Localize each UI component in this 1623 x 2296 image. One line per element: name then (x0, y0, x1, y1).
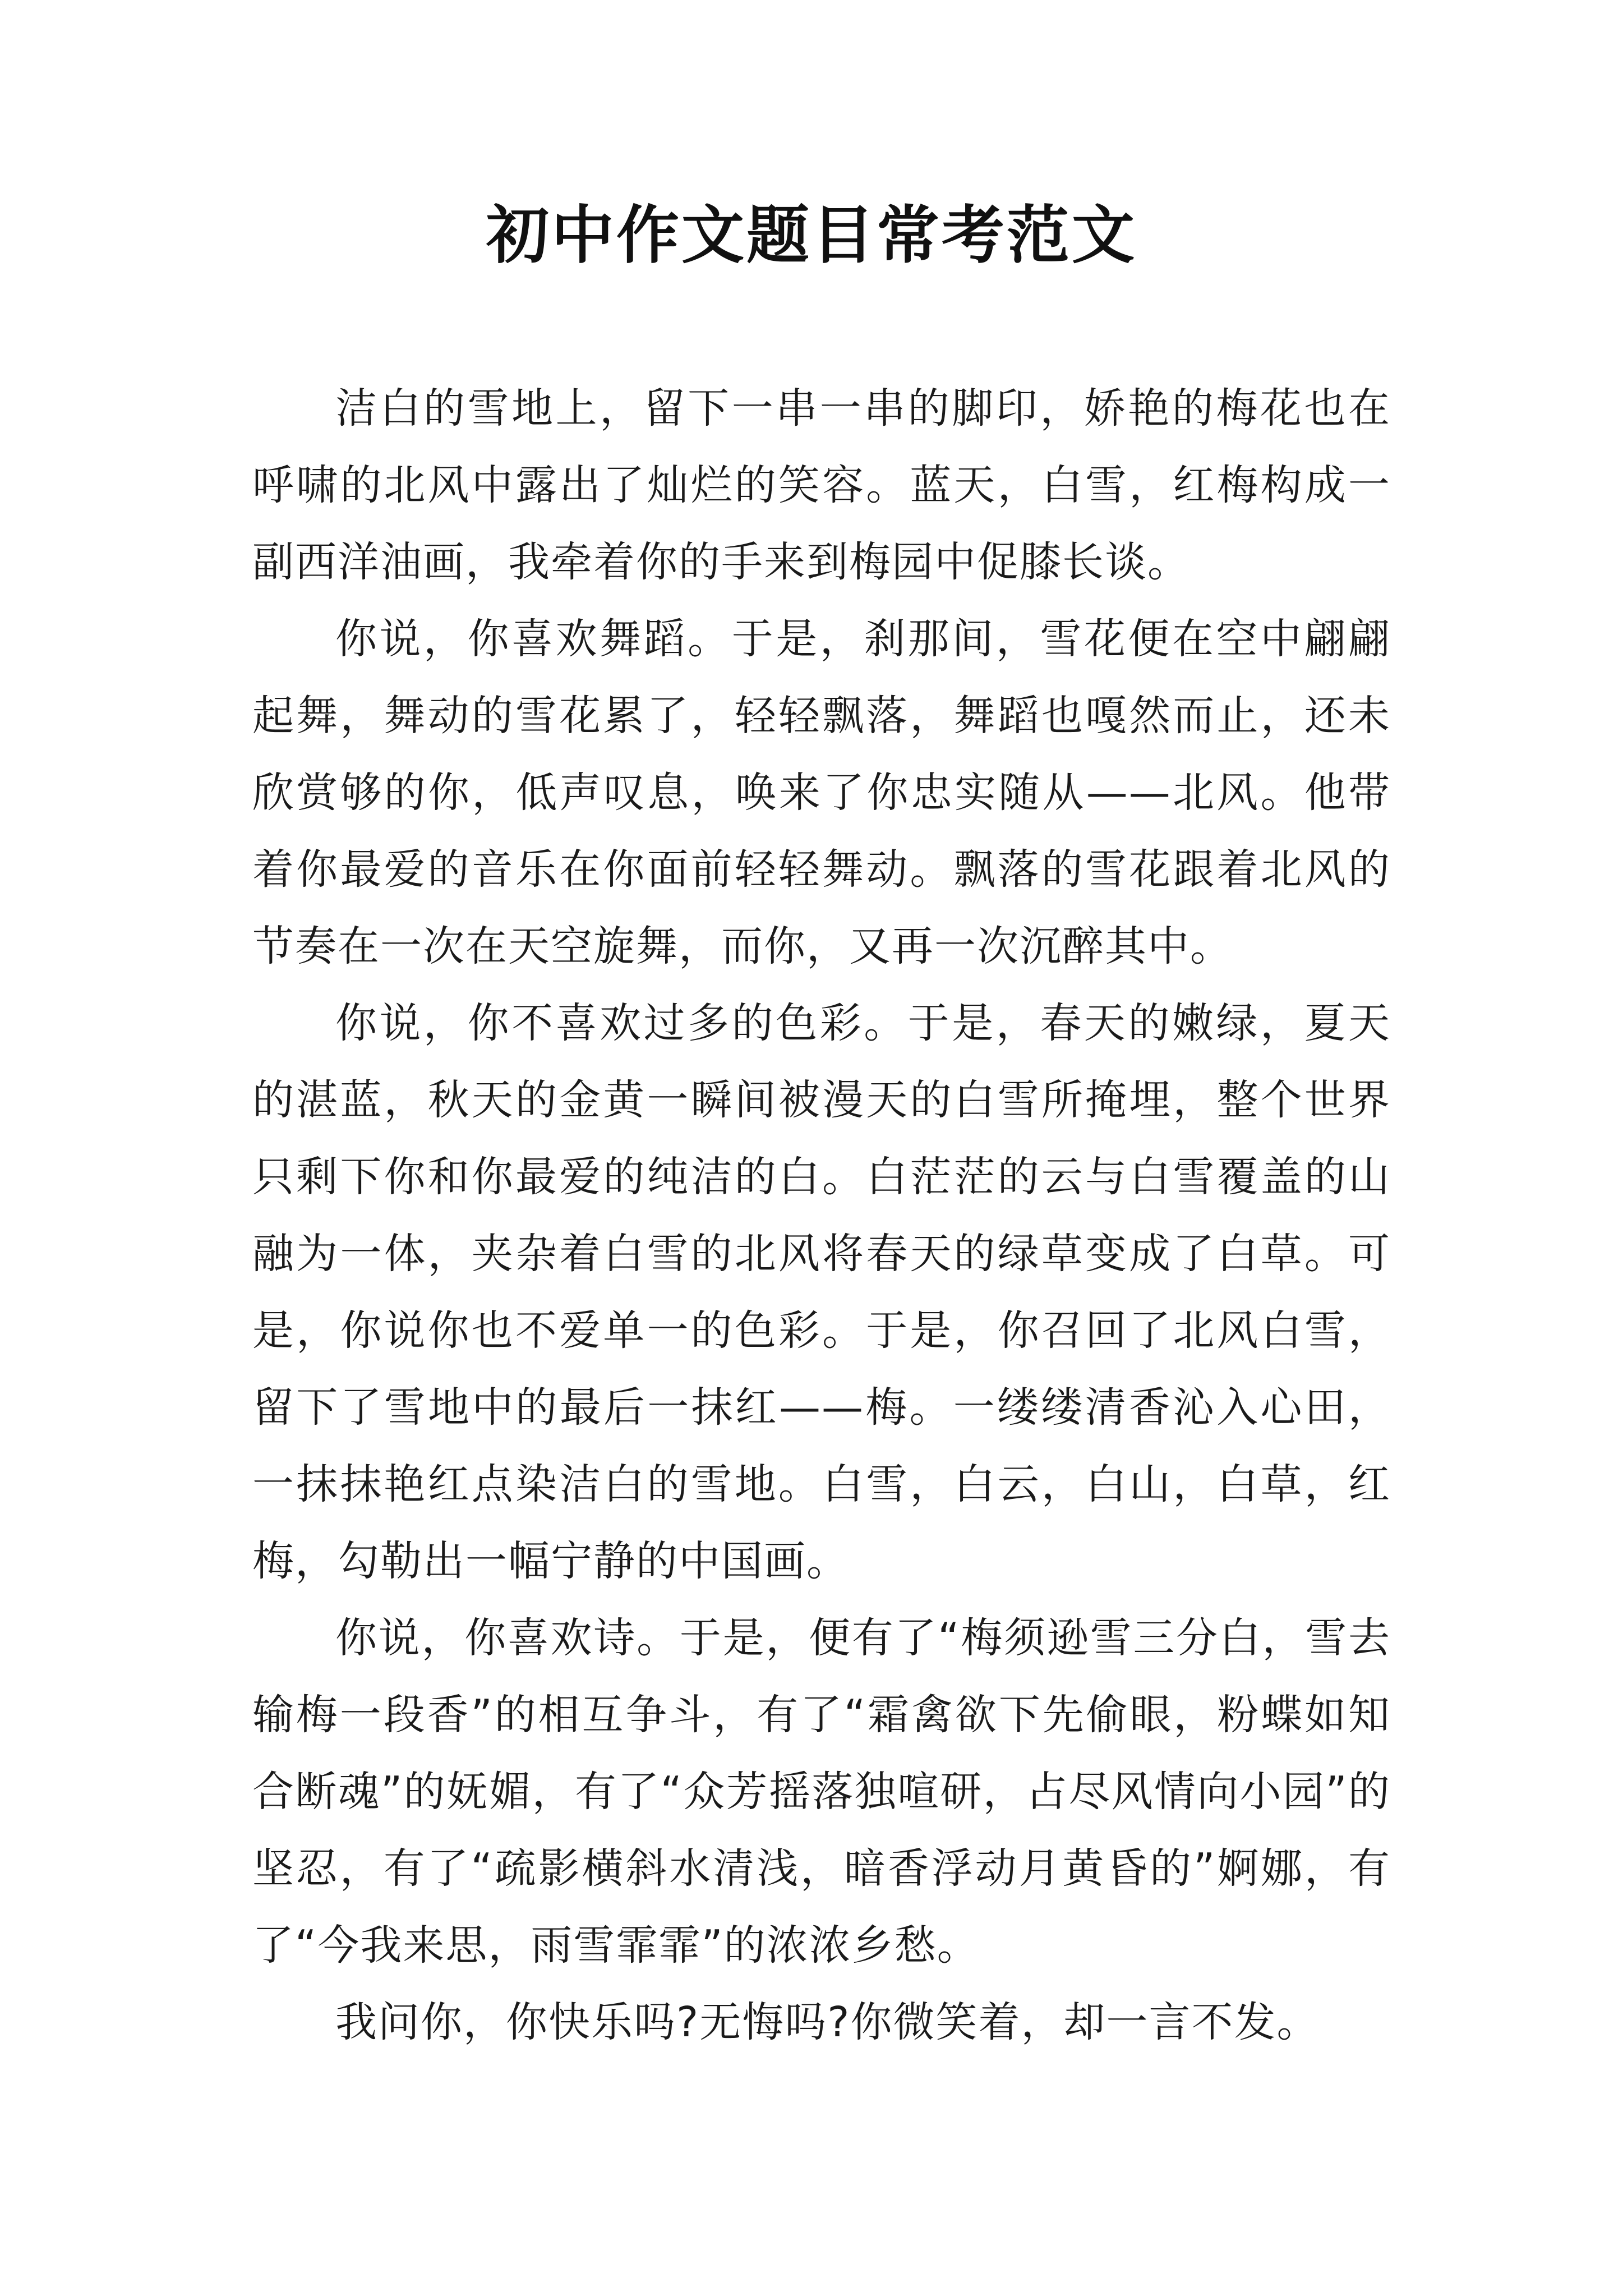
document-title: 初中作文题目常考范文 (486, 199, 1137, 272)
paragraph-3: 你说，你不喜欢过多的色彩。于是，春天的嫩绿，夏天的湛蓝，秋天的金黄一瞬间被漫天的白雪所掩埋，整个世界只剩下你和你最爱的纯洁的白。白茫茫的云与白雪覆盖的山融为一体，夹杂着白雪的北风将春天的绿草变成了白草。可是，你说你也不爱单一的色彩。于是，你召回了北风白雪，留下了雪地中的最后一抹红——梅。一缕缕清香沁入心田，一抹抹艳红点染洁白的雪地。白雪，白云，白山，白草，红梅，勾勒出一幅宁静的中国画。 (252, 999, 1391, 1585)
paragraph-1: 洁白的雪地上，留下一串一串的脚印，娇艳的梅花也在呼啸的北风中露出了灿烂的笑容。蓝天，白雪，红梅构成一副西洋油画，我牵着你的手来到梅园中促膝长谈。 (252, 384, 1391, 586)
paragraph-5: 我问你，你快乐吗?无悔吗?你微笑着，却一言不发。 (335, 1998, 1320, 2046)
document-body (252, 370, 1391, 2061)
paragraph-2: 你说，你喜欢舞蹈。于是，刹那间，雪花便在空中翩翩起舞，舞动的雪花累了，轻轻飘落，舞蹈也嘎然而止，还未欣赏够的你，低声叹息，唤来了你忠实随从——北风。他带着你最爱的音乐在你面前轻轻舞动。飘落的雪花跟着北风的节奏在一次在天空旋舞，而你，又再一次沉醉其中。 (252, 615, 1391, 970)
paragraph-4: 你说，你喜欢诗。于是，便有了“梅须逊雪三分白，雪去输梅一段香”的相互争斗，有了“霜禽欲下先偷眼，粉蝶如知合断魂”的妩媚，有了“众芳摇落独喧研，占尽风情向小园”的坚忍，有了“疏影横斜水清浅，暗香浮动月黄昏的”婀娜，有了“今我来思，雨雪霏霏”的浓浓乡愁。 (252, 1614, 1391, 1970)
